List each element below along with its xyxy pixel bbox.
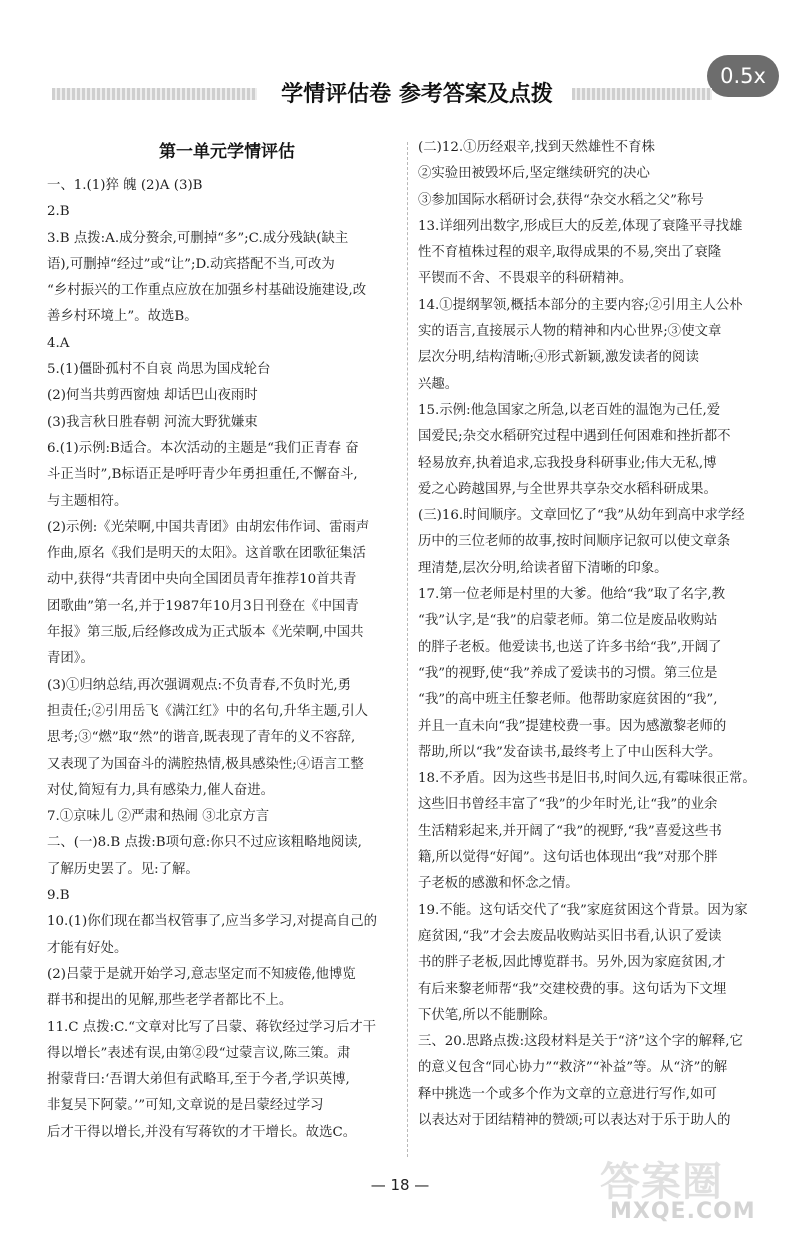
- answer-line: ③参加国际水稻研讨会,获得“杂交水稻之父”称号: [418, 192, 704, 208]
- answer-line: 动中,获得“共青团中央向全国团员青年推荐10首共青: [47, 572, 357, 588]
- answer-line: 并且一直未向“我”提建校费一事。因为感激黎老师的: [418, 718, 727, 734]
- page-title: 学情评估卷 参考答案及点拨: [281, 82, 553, 107]
- answer-line: 思考;③“燃”取“然”的谐音,既表现了青年的义不容辞,: [47, 730, 356, 746]
- answer-line: 15.示例:他急国家之所急,以老百姓的温饱为己任,爱: [418, 402, 721, 418]
- answer-line: 子老板的感激和怀念之情。: [418, 876, 579, 892]
- answer-line: 7.①京味儿 ②严肃和热闹 ③北京方言: [47, 809, 270, 825]
- zoom-level-badge[interactable]: 0.5x: [707, 55, 779, 97]
- answer-line: (三)16.时间顺序。文章回忆了“我”从幼年到高中求学经: [418, 508, 745, 524]
- watermark-url: MXQE.COM: [610, 1199, 756, 1224]
- answer-line: 得以增长”表述有误,由第②段“过蒙言议,陈三策。肃: [47, 1045, 351, 1061]
- answer-line: “乡村振兴的工作重点应放在加强乡村基础设施建设,改: [47, 283, 367, 299]
- answer-line: 籍,所以觉得“好闻”。这句话也体现出“我”对那个胖: [418, 850, 718, 866]
- answer-line: 年报》第三版,后经修改成为正式版本《光荣啊,中国共: [47, 625, 364, 641]
- answer-line: “我”认字,是“我”的启蒙老师。第二位是废品收购站: [418, 613, 718, 629]
- answer-line: 理清楚,层次分明,给读者留下清晰的印象。: [418, 560, 668, 576]
- watermark-logo: [600, 1159, 800, 1224]
- answer-line: “我”的视野,使“我”养成了爱读书的习惯。第三位是: [418, 665, 718, 681]
- answer-line: (2)吕蒙于是就开始学习,意志坚定而不知疲倦,他博览: [47, 966, 356, 982]
- answer-line: ②实验田被毁坏后,坚定继续研究的决心: [418, 166, 650, 182]
- answer-line: 作曲,原名《我们是明天的太阳》。这首歌在团歌征集活: [47, 546, 366, 562]
- answer-line: 后才干得以增长,并没有写蒋钦的才干增长。故选C。: [47, 1124, 357, 1140]
- answer-line: 实的语言,直接展示人物的精神和内心世界;③使文章: [418, 324, 722, 340]
- answer-line: 17.第一位老师是村里的大爹。他给“我”取了名字,教: [418, 587, 726, 603]
- column-divider: [407, 142, 408, 1157]
- answer-line: 19.不能。这句话交代了“我”家庭贫困这个背景。因为家: [418, 902, 748, 918]
- answer-line: 有后来黎老师帮“我”交建校费的事。这句话为下文埋: [418, 981, 727, 997]
- answer-line: 性不育植株过程的艰辛,取得成果的不易,突出了衰隆: [418, 245, 722, 261]
- answer-line: 的意义包含“同心协力”“救济”“补益”等。从“济”的解: [418, 1060, 728, 1076]
- answer-line: 13.详细列出数字,形成巨大的反差,体现了衰隆平寻找雄: [418, 218, 743, 234]
- answer-line: 非复吴下阿蒙。’”可知,文章说的是吕蒙经过学习: [47, 1098, 324, 1114]
- page-header: [52, 78, 772, 112]
- answer-line: 3.B 点拨:A.成分赘余,可删掉“多”;C.成分残缺(缺主: [47, 230, 349, 246]
- answer-line: (2)示例:《光荣啊,中国共青团》由胡宏伟作词、雷雨声: [47, 519, 370, 535]
- answer-line: 4.A: [47, 335, 70, 351]
- answer-line: 6.(1)示例:B适合。本次活动的主题是“我们正青春 奋: [47, 440, 359, 456]
- watermark-brand: 答案圈: [600, 1159, 723, 1205]
- section-title: 第一单元学情评估: [159, 142, 295, 162]
- answer-line: 群书和提出的见解,那些老学者都比不上。: [47, 993, 293, 1009]
- answer-column-left: [47, 135, 407, 1146]
- answer-line: 青团》。: [47, 651, 94, 667]
- answer-line: 兴趣。: [418, 376, 459, 392]
- answer-line: (3)①归纳总结,再次强调观点:不负青春,不负时光,勇: [47, 677, 352, 693]
- answer-line: “我”的高中班主任黎老师。他帮助家庭贫困的“我”,: [418, 692, 718, 708]
- answer-line: 平锲而不舍、不畏艰辛的科研精神。: [418, 271, 633, 287]
- answer-line: 轻易放弃,执着追求,忘我投身科研事业;伟大无私,博: [418, 455, 717, 471]
- answer-line: 11.C 点拨:C.“文章对比写了吕蒙、蒋钦经过学习后才干: [47, 1019, 376, 1035]
- answer-line: 一、1.(1)猝 魄 (2)A (3)B: [47, 178, 203, 193]
- answer-line: 以表达对于团结精神的赞颂;可以表达对于乐于助人的: [418, 1112, 731, 1128]
- answer-line: (2)何当共剪西窗烛 却话巴山夜雨时: [47, 388, 258, 404]
- answer-column-right: [418, 135, 778, 1134]
- answer-line: 担责任;②引用岳飞《满江红》中的名句,升华主题,引人: [47, 703, 369, 719]
- answer-line: 了解历史罢了。见:了解。: [47, 861, 199, 877]
- answer-line: 的胖子老板。他爱读书,也送了许多书给“我”,开阔了: [418, 639, 722, 655]
- answer-line: 对仗,简短有力,具有感染力,催人奋进。: [47, 782, 275, 798]
- answer-line: 二、(一)8.B 点拨:B项句意:你只不过应该粗略地阅读,: [47, 835, 362, 851]
- answer-line: 又表现了为国奋斗的满腔热情,极具感染性;④语言工整: [47, 756, 364, 772]
- answer-line: 这些旧书曾经丰富了“我”的少年时光,让“我”的业余: [418, 797, 718, 813]
- answer-line: 5.(1)僵卧孤村不自哀 尚思为国戍轮台: [47, 362, 271, 378]
- answer-line: 国爱民;杂交水稻研究过程中遇到任何困难和挫折都不: [418, 429, 731, 445]
- decorative-rule-left: [52, 88, 257, 100]
- answer-line: 拊蒙背曰:‘吾谓大弟但有武略耳,至于今者,学识英博,: [47, 1072, 350, 1088]
- decorative-rule-right: [572, 88, 712, 100]
- answer-line: 三、20.思路点拨:这段材料是关于“济”这个字的解释,它: [418, 1034, 743, 1050]
- answer-line: 历中的三位老师的故事,按时间顺序记叙可以使文章条: [418, 534, 731, 550]
- answer-line: (3)我言秋日胜春朝 河流大野犹嫌束: [47, 414, 258, 430]
- answer-line: 9.B: [47, 888, 70, 904]
- answer-line: 2.B: [47, 204, 70, 220]
- answer-line: 爱之心跨越国界,与全世界共享杂交水稻科研成果。: [418, 481, 717, 497]
- answer-line: 善乡村环境上”。故选B。: [47, 309, 198, 325]
- answer-line: 书的胖子老板,因此博览群书。另外,因为家庭贫困,才: [418, 955, 726, 971]
- answer-line: 层次分明,结构清晰;④形式新颖,激发读者的阅读: [418, 350, 699, 366]
- answer-line: 语),可删掉“经过”或“让”;D.动宾搭配不当,可改为: [47, 256, 335, 272]
- answer-line: 团歌曲”第一名,并于1987年10月3日刊登在《中国青: [47, 598, 359, 614]
- answer-line: 10.(1)你们现在都当权管事了,应当多学习,对提高自己的: [47, 914, 377, 930]
- answer-line: 才能有好处。: [47, 940, 128, 956]
- answer-line: 斗正当时”,B标语正是呼吁青少年勇担重任,不懈奋斗,: [47, 467, 358, 483]
- answer-line: 下伏笔,所以不能删除。: [418, 1007, 557, 1023]
- answer-line: 庭贫困,“我”才会去废品收购站买旧书看,认识了爱读: [418, 928, 722, 944]
- answer-line: 帮助,所以“我”发奋读书,最终考上了中山医科大学。: [418, 744, 722, 760]
- answer-line: 18.不矛盾。因为这些书是旧书,时间久远,有霉味很正常。: [418, 771, 756, 787]
- answer-line: 生活精彩起来,并开阔了“我”的视野,“我”喜爱这些书: [418, 823, 722, 839]
- answer-line: 14.①提纲挈领,概括本部分的主要内容;②引用主人公朴: [418, 297, 743, 313]
- answer-line: 释中挑选一个或多个作为文章的立意进行写作,如可: [418, 1086, 717, 1102]
- page-number: — 18 —: [370, 1176, 430, 1194]
- answer-line: 与主题相符。: [47, 493, 128, 509]
- answer-line: (二)12.①历经艰辛,找到天然雄性不育株: [418, 140, 655, 155]
